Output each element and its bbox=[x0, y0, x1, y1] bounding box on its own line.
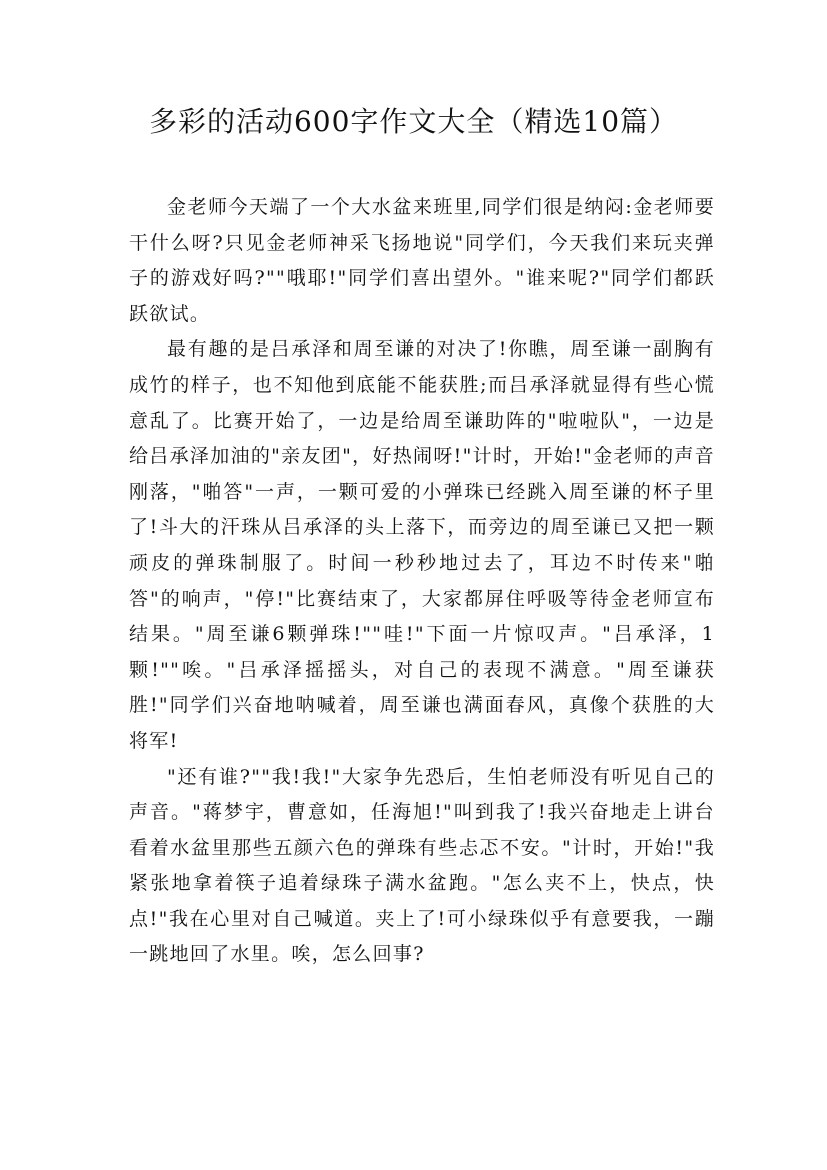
article-body bbox=[129, 190, 715, 973]
page-title: 多彩的活动600字作文大全（精选10篇） bbox=[148, 105, 679, 138]
paragraph: 最有趣的是吕承泽和周至谦的对决了!你瞧，周至谦一副胸有成竹的样子，也不知他到底能不能获胜;而吕承泽就显得有些心慌意乱了。比赛开始了，一边是给周至谦助阵的"啦啦队"，一边是给吕承泽加油的"亲友团"，好热闹呀!"计时，开始!"金老师的声音刚落，"啪答"一声，一颗可爱的小弹珠已经跳入周至谦的杯子里了!斗大的汗珠从吕承泽的头上落下，而旁边的周至谦已又把一颗顽皮的弹珠制服了。时间一秒秒地过去了，耳边不时传来"啪答"的响声，"停!"比赛结束了，大家都屏住呼吸等待金老师宣布结果。"周至谦6颗弹珠!""哇!"下面一片惊叹声。"吕承泽，1颗!""唉。"吕承泽摇摇头，对自己的表现不满意。"周至谦获胜!"同学们兴奋地呐喊着，周至谦也满面春风，真像个获胜的大将军! bbox=[129, 338, 715, 752]
paragraph: 金老师今天端了一个大水盆来班里,同学们很是纳闷:金老师要干什么呀?只见金老师神采飞扬地说"同学们，今天我们来玩夹弹子的游戏好吗?""哦耶!"同学们喜出望外。"谁来呢?"同学们都跃跃欲试。 bbox=[129, 196, 715, 325]
paragraph: "还有谁?""我!我!"大家争先恐后，生怕老师没有听见自己的声音。"蒋梦宇，曹意如，任海旭!"叫到我了!我兴奋地走上讲台看着水盆里那些五颜六色的弹珠有些忐忑不安。"计时，开始!"我紧张地拿着筷子追着绿珠子满水盆跑。"怎么夹不上，快点，快点!"我在心里对自己喊道。夹上了!可小绿珠似乎有意要我，一蹦一跳地回了水里。唉，怎么回事? bbox=[129, 765, 715, 966]
